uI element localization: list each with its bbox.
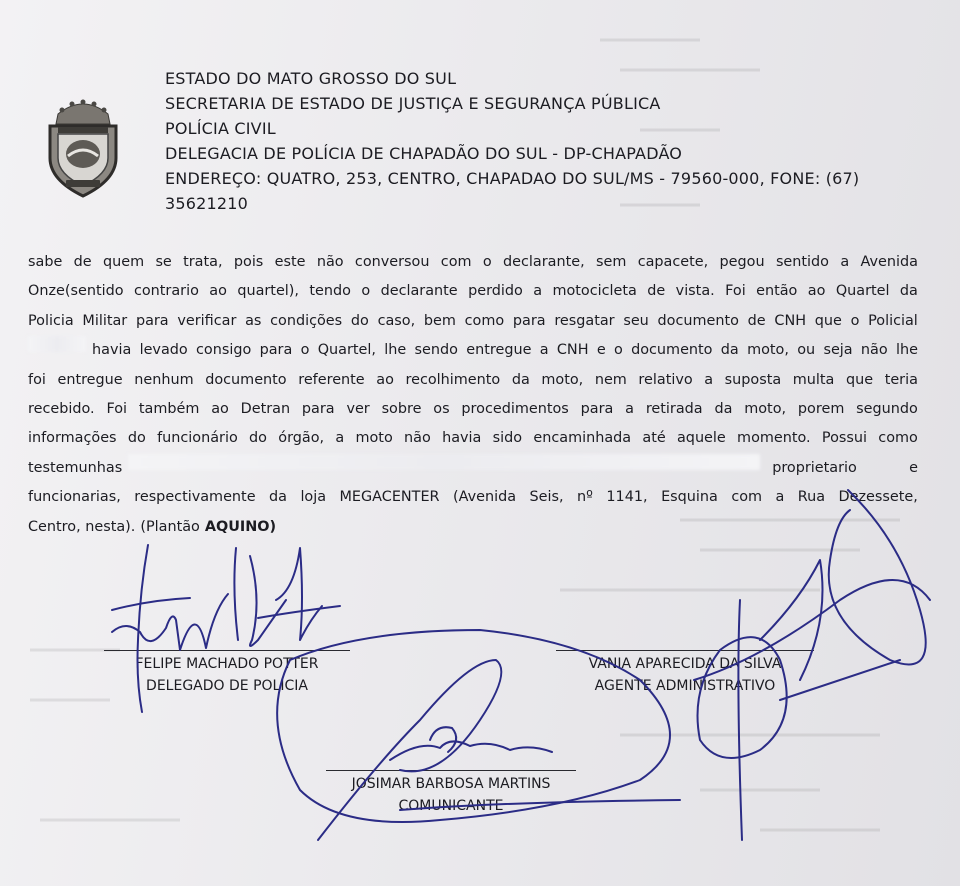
header-precinct: DELEGACIA DE POLÍCIA DE CHAPADÃO DO SUL - DP-CHAPADÃO xyxy=(165,144,683,163)
word: se xyxy=(155,254,172,270)
word: a xyxy=(533,283,543,300)
word: resgatar xyxy=(554,312,615,329)
word: MEGACENTER xyxy=(339,489,440,506)
word: nenhum xyxy=(134,371,194,388)
word: encaminhada xyxy=(533,430,632,447)
word: Quartel, xyxy=(317,342,376,359)
word: foi xyxy=(28,371,46,388)
word: da xyxy=(714,401,733,418)
word: teria xyxy=(884,371,918,388)
word: a xyxy=(625,401,634,418)
header-address: ENDEREÇO: QUATRO, 253, CENTRO, CHAPADAO DO SUL/MS - 79560-000, FONE: (67) xyxy=(165,169,860,188)
word: moto, xyxy=(744,401,787,418)
word: a xyxy=(335,430,345,447)
word: perdido xyxy=(468,283,523,300)
word: os xyxy=(433,401,450,418)
agent-name: VANIA APARECIDA DA SILVA xyxy=(588,656,782,672)
word: também xyxy=(138,401,200,418)
word: aquele xyxy=(676,430,726,447)
word: consigo xyxy=(196,342,252,359)
word: pois xyxy=(233,254,264,270)
word: da xyxy=(511,371,530,388)
word: a xyxy=(539,342,549,359)
word: proprietario xyxy=(772,459,857,476)
word: documento xyxy=(205,371,287,388)
header-police: POLÍCIA CIVIL xyxy=(165,119,276,138)
shift-label: (Plantão xyxy=(140,518,200,535)
word: recebido. xyxy=(28,401,95,418)
word: a xyxy=(775,489,785,506)
word: Possui xyxy=(821,430,868,447)
witnesses-label: testemunhas xyxy=(28,459,123,476)
location-text: Centro, nesta). xyxy=(28,518,136,535)
word: moto xyxy=(355,430,393,447)
word: da xyxy=(269,489,287,506)
header-secretariat: SECRETARIA DE ESTADO DE JUSTIÇA E SEGURANÇA PÚBLICA xyxy=(165,94,661,113)
complainant-role: COMUNICANTE xyxy=(398,798,504,814)
word: o xyxy=(613,342,623,359)
word: havia xyxy=(442,430,482,447)
word: nem xyxy=(594,371,627,388)
word: não xyxy=(404,430,431,447)
signature-complainant xyxy=(277,630,680,840)
word: sido xyxy=(492,430,523,447)
word: da xyxy=(720,342,739,359)
word: de xyxy=(73,254,92,270)
word: órgão, xyxy=(278,430,325,447)
word: ao xyxy=(376,371,394,388)
word: porem xyxy=(797,401,845,418)
word: o xyxy=(361,283,371,300)
word: funcionário xyxy=(157,430,238,447)
word: CNH xyxy=(556,342,589,359)
word: procedimentos xyxy=(461,401,569,418)
word: sem xyxy=(595,254,627,270)
word: Detran xyxy=(240,401,291,418)
word: nº xyxy=(577,489,593,506)
word: caso, xyxy=(377,312,416,329)
word: o xyxy=(482,254,492,270)
word: retirada xyxy=(645,401,703,418)
word: pegou xyxy=(719,254,765,270)
word: Policia xyxy=(28,312,74,329)
word: lhe xyxy=(895,342,918,359)
word: multa xyxy=(792,371,835,388)
word: do xyxy=(350,312,369,329)
word: Quartel xyxy=(835,283,890,300)
word: Seis, xyxy=(529,489,564,506)
signature-agent xyxy=(694,490,930,840)
word: para xyxy=(301,401,335,418)
word: Militar xyxy=(82,312,128,329)
word: documento xyxy=(631,342,713,359)
word: sentido xyxy=(775,254,829,270)
word: de xyxy=(647,283,666,300)
word: a xyxy=(704,371,714,388)
word: com xyxy=(731,489,763,506)
word: Policial xyxy=(868,312,918,329)
word: Esquina xyxy=(661,489,718,506)
word: documento xyxy=(657,312,739,329)
word: informações xyxy=(28,430,117,447)
word: relativo xyxy=(638,371,693,388)
word: respectivamente xyxy=(134,489,256,506)
word: ou xyxy=(797,342,816,359)
word: o xyxy=(300,342,310,359)
word: recolhimento xyxy=(405,371,501,388)
word: ao xyxy=(209,283,227,300)
word: do xyxy=(127,430,146,447)
word: sendo xyxy=(414,342,458,359)
word: quartel), xyxy=(237,283,299,300)
word: Foi xyxy=(725,283,746,300)
word: contrario xyxy=(133,283,199,300)
word: Avenida xyxy=(860,254,918,270)
word: moto, xyxy=(747,342,789,359)
word: Foi xyxy=(106,401,128,418)
word: as xyxy=(245,312,262,329)
word: de xyxy=(747,312,766,329)
word: referente xyxy=(298,371,365,388)
header-state: ESTADO DO MATO GROSSO DO SUL xyxy=(165,69,457,88)
word: (Avenida xyxy=(453,489,517,506)
word: como xyxy=(464,312,505,329)
word: e xyxy=(909,459,918,476)
word: segundo xyxy=(856,401,918,418)
word: Onze(sentido xyxy=(28,283,124,300)
word: para xyxy=(580,401,614,418)
header-phone: 35621210 xyxy=(165,194,249,213)
word: momento. xyxy=(737,430,811,447)
word: para xyxy=(512,312,546,329)
word: bem xyxy=(423,312,456,329)
word: Dezessete, xyxy=(838,489,918,506)
word: declarante xyxy=(380,283,458,300)
word: CNH xyxy=(774,312,807,329)
word: seja xyxy=(823,342,853,359)
word: havia xyxy=(92,342,132,359)
word: com xyxy=(440,254,472,270)
shift-name: AQUINO) xyxy=(204,518,277,535)
word: como xyxy=(878,430,918,447)
word: trata, xyxy=(183,254,223,270)
word: suposta xyxy=(724,371,782,388)
word: sabe xyxy=(28,254,63,270)
word: tendo xyxy=(309,283,351,300)
word: seu xyxy=(623,312,649,329)
word: verificar xyxy=(177,312,237,329)
word: para xyxy=(259,342,293,359)
word: da xyxy=(899,283,918,300)
word: ao xyxy=(807,283,826,300)
word: conversou xyxy=(354,254,430,270)
word: o xyxy=(850,312,860,329)
word: entregue xyxy=(466,342,532,359)
word: motocicleta xyxy=(552,283,637,300)
word: e xyxy=(596,342,606,359)
word: a xyxy=(840,254,850,270)
word: declarante, xyxy=(503,254,585,270)
word: Rua xyxy=(797,489,826,506)
word: para xyxy=(135,312,169,329)
word: ver xyxy=(346,401,370,418)
word: moto, xyxy=(541,371,584,388)
word: condições xyxy=(270,312,343,329)
delegate-role: DELEGADO DE POLÍCIA xyxy=(146,678,308,694)
delegate-name: FELIPE MACHADO POTTER xyxy=(135,656,319,672)
word: ao xyxy=(211,401,229,418)
word: não xyxy=(860,342,888,359)
agent-role: AGENTE ADMINISTRATIVO xyxy=(594,678,776,694)
complainant-name: JOSIMAR BARBOSA MARTINS xyxy=(351,776,551,792)
word: que xyxy=(845,371,874,388)
word: do xyxy=(249,430,267,447)
word: funcionarias, xyxy=(28,489,121,506)
word: quem xyxy=(102,254,145,270)
word: que xyxy=(814,312,842,329)
word: 1141, xyxy=(606,489,648,506)
word: então xyxy=(756,283,798,300)
word: lhe xyxy=(384,342,407,359)
word: loja xyxy=(300,489,327,506)
word: entregue xyxy=(57,371,123,388)
word: sobre xyxy=(381,401,422,418)
word: este xyxy=(274,254,306,270)
word: capacete, xyxy=(637,254,709,270)
word: não xyxy=(316,254,344,270)
word: até xyxy=(642,430,666,447)
word: vista. xyxy=(675,283,715,300)
word: levado xyxy=(139,342,188,359)
signature-delegate xyxy=(112,545,340,712)
